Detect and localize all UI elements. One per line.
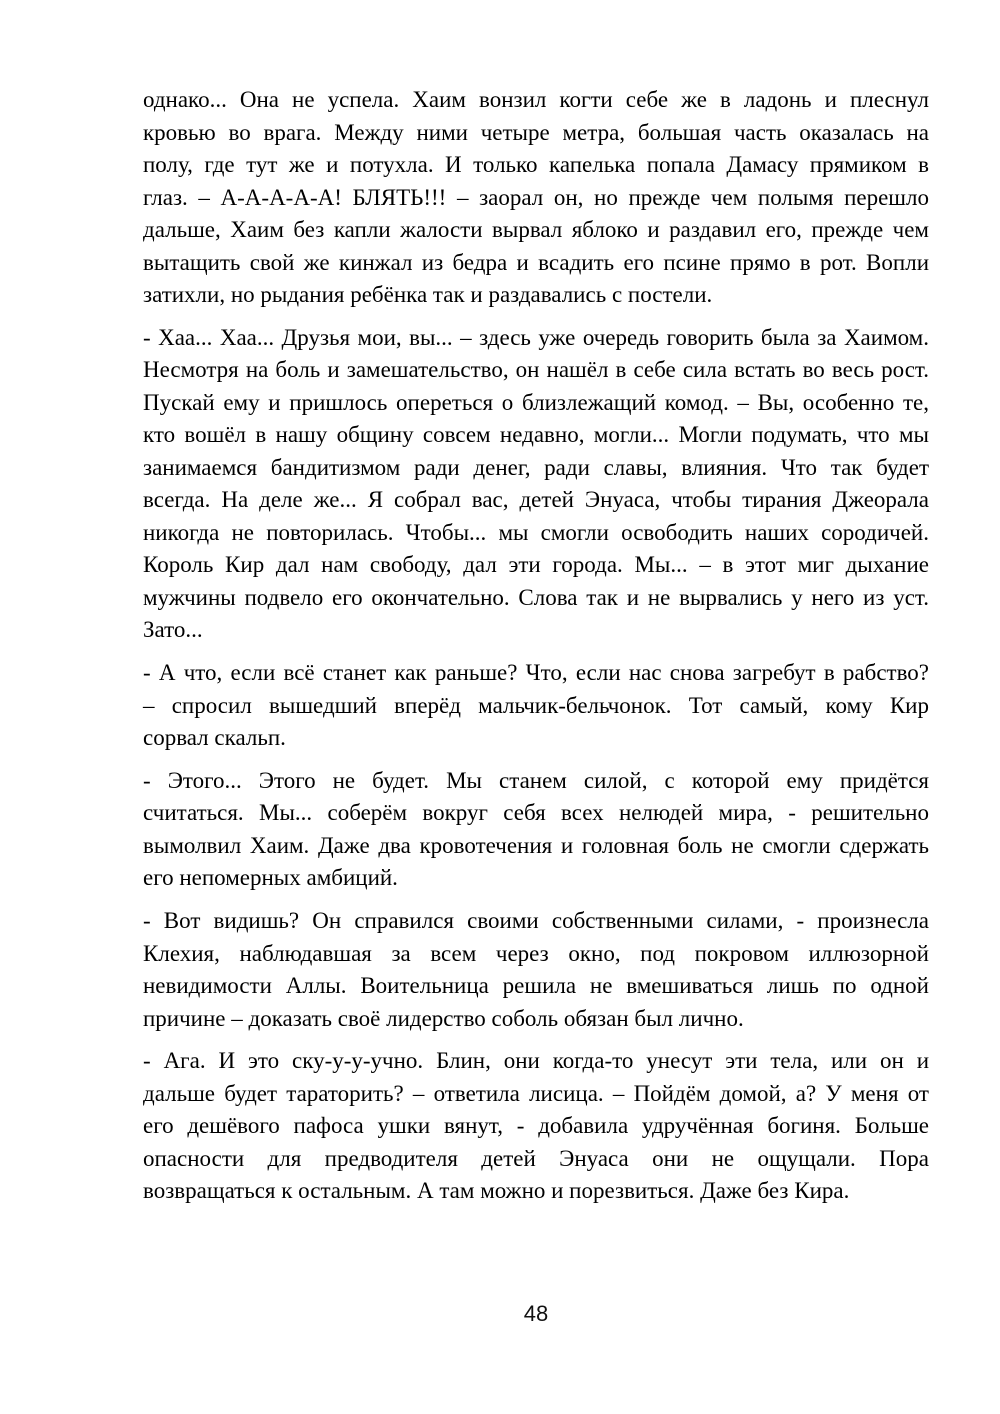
- text-line: однако... Она не успела. Хаим вонзил когти себе же в ладонь и плеснул: [143, 87, 929, 112]
- text-line: сорвал скальп.: [143, 725, 286, 751]
- text-line: его непомерных амбиций.: [143, 865, 398, 891]
- text-area: [143, 84, 929, 1218]
- text-line: - Этого... Этого не будет. Мы станем силой, с которой ему придётся: [143, 767, 929, 793]
- text-line: полу, где тут же и потухла. И только капелька попала Дамасу прямиком в: [143, 152, 929, 177]
- page-number: 48: [523, 1301, 549, 1326]
- text-line: опасности для предводителя детей Энуаса они не ощущали. Пора: [143, 1145, 929, 1171]
- text-line: Пускай ему и пришлось опереться о близлежащий комод. – Вы, особенно те,: [143, 389, 929, 415]
- paragraph: [143, 84, 929, 312]
- text-line: вытащить свой же кинжал из бедра и всадить его псине прямо в рот. Вопли: [143, 249, 929, 275]
- text-line: – спросил вышедший вперёд мальчик-бельчонок. Тот самый, кому Кир: [143, 692, 929, 718]
- text-line: считаться. Мы... соберём вокруг себя всех нелюдей мира, - решительно: [143, 800, 929, 826]
- text-line: мужчины подвело его окончательно. Слова так и не вырвались у него из уст.: [143, 584, 929, 610]
- text-line: Король Кир дал нам свободу, дал эти города. Мы... – в этот миг дыхание: [143, 552, 929, 578]
- text-line: занимаемся бандитизмом ради денег, ради славы, влияния. Что так будет: [143, 454, 929, 480]
- text-line: - А что, если всё станет как раньше? Что, если нас снова загребут в рабство?: [143, 660, 929, 686]
- text-line: глаз. – А-А-А-А-А! БЛЯТЬ!!! – заорал он, но прежде чем полымя перешло: [143, 184, 929, 210]
- text-line: кровью во врага. Между ними четыре метра, большая часть оказалась на: [143, 119, 929, 145]
- text-line: причине – доказать своё лидерство соболь обязан был лично.: [143, 1005, 744, 1031]
- text-line: вымолвил Хаим. Даже два кровотечения и головная боль не смогли сдержать: [143, 832, 929, 858]
- paragraph: [143, 657, 929, 755]
- text-line: - Хаа... Хаа... Друзья мои, вы... – здесь уже очередь говорить была за Хаимом.: [143, 324, 929, 350]
- text-line: всегда. На деле же... Я собрал вас, детей Энуаса, чтобы тирания Джеорала: [143, 487, 929, 513]
- text-line: - Вот видишь? Он справился своими собственными силами, - произнесла: [143, 908, 929, 934]
- text-line: дальше, Хаим без капли жалости вырвал яблоко и раздавил его, прежде чем: [143, 217, 929, 242]
- paragraph: [143, 1045, 929, 1208]
- text-line: никогда не повторилась. Чтобы... мы смогли освободить наших сородичей.: [143, 519, 929, 545]
- text-line: затихли, но рыдания ребёнка так и раздавались с постели.: [143, 282, 713, 307]
- text-line: возвращаться к остальным. А там можно и порезвиться. Даже без Кира.: [143, 1178, 850, 1204]
- text-line: Несмотря на боль и замешательство, он нашёл в себе сила встать во весь рост.: [143, 357, 929, 383]
- paragraph: [143, 905, 929, 1035]
- text-line: кто вошёл в нашу общину совсем недавно, могли... Могли подумать, что мы: [143, 422, 929, 448]
- paragraph: [143, 765, 929, 895]
- text-line: - Ага. И это ску-у-у-учно. Блин, они когда-то унесут эти тела, или он и: [143, 1048, 929, 1074]
- text-line: его дешёвого пафоса ушки вянут, - добавила удручённая богиня. Больше: [143, 1113, 929, 1139]
- paragraph: [143, 322, 929, 647]
- text-line: невидимости Аллы. Воительница решила не вмешиваться лишь по одной: [143, 973, 929, 999]
- text-line: Зато...: [143, 617, 203, 643]
- text-line: дальше будет тараторить? – ответила лисица. – Пойдём домой, а? У меня от: [143, 1080, 929, 1106]
- text-line: Клехия, наблюдавшая за всем через окно, под покровом иллюзорной: [143, 940, 929, 966]
